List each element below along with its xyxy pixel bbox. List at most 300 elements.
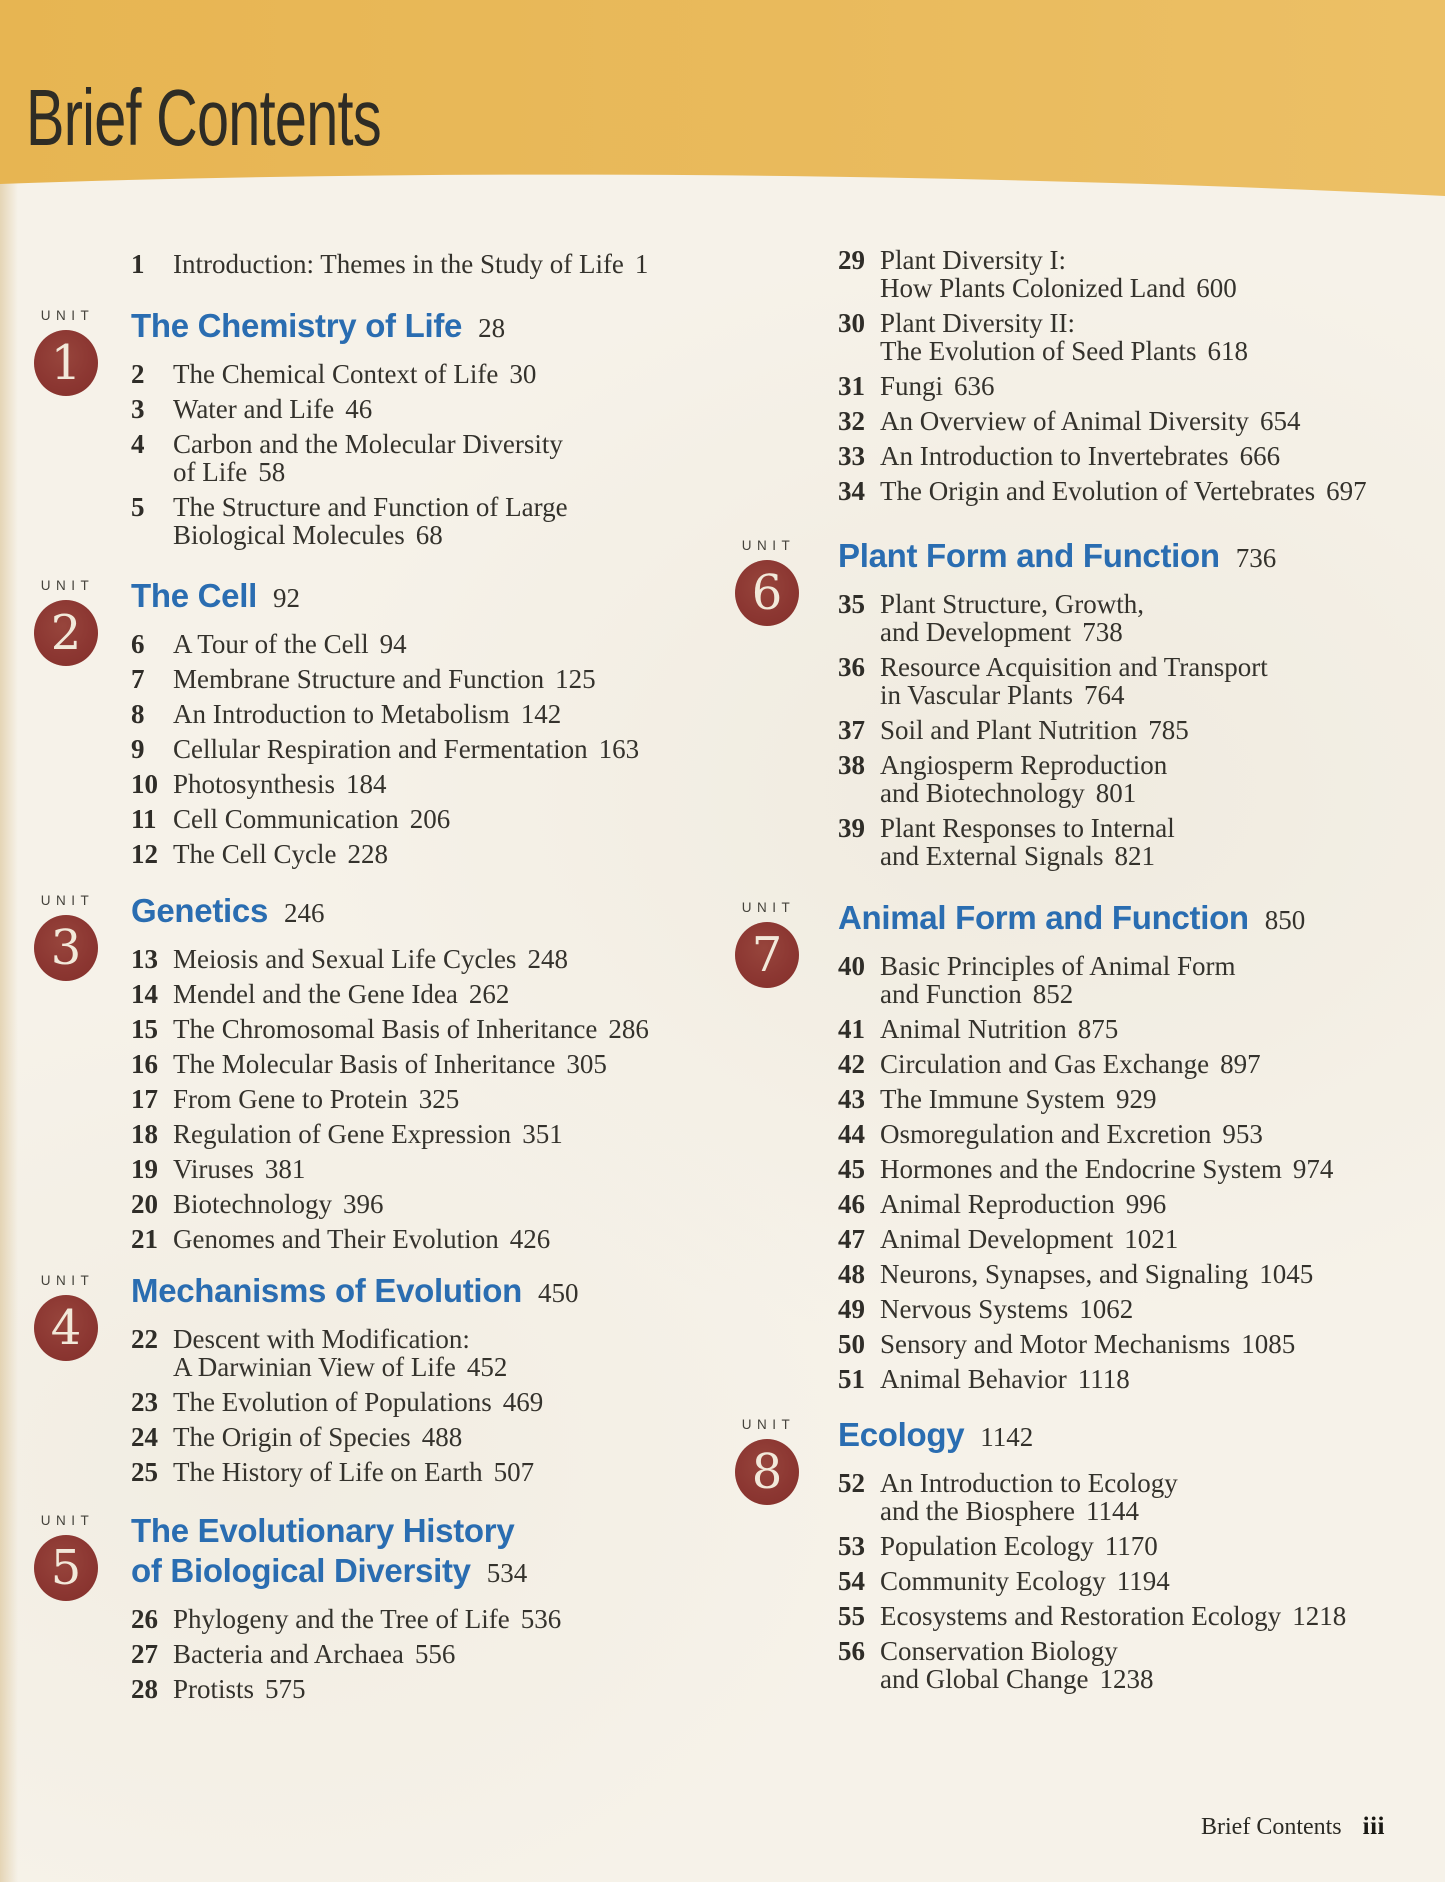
footer-label: Brief Contents — [1201, 1814, 1342, 1840]
chapter-number: 27 — [131, 1639, 158, 1669]
chapter-list — [129, 360, 769, 549]
chapter-title-line: Animal Reproduction 996 — [880, 1189, 1167, 1219]
chapter-entry — [131, 1120, 769, 1148]
chapter-page-number: 764 — [1083, 680, 1125, 710]
chapter-number: 45 — [838, 1154, 865, 1184]
chapter-title-line: Plant Diversity II: — [880, 308, 1075, 338]
chapter-title-line: and External Signals 821 — [880, 841, 1155, 871]
chapter-entry — [131, 840, 769, 868]
chapter-number: 32 — [838, 406, 865, 436]
unit-title — [131, 1271, 769, 1313]
chapter-title — [880, 309, 1248, 365]
chapter-page-number: 556 — [414, 1639, 456, 1669]
chapter-number: 37 — [838, 715, 865, 745]
unit-title-line: Plant Form and Function 736 — [838, 537, 1277, 574]
chapter-page-number: 654 — [1259, 406, 1301, 436]
chapter-page-number: 507 — [493, 1457, 535, 1487]
chapter-title — [173, 1423, 462, 1451]
unit-number: 6 — [751, 565, 783, 621]
chapter-entry — [131, 945, 769, 973]
chapter-number: 1 — [131, 249, 145, 279]
unit-title — [131, 891, 769, 933]
chapter-title — [880, 1532, 1158, 1560]
chapter-list — [836, 246, 1436, 505]
chapter-title — [880, 590, 1144, 646]
chapter-entry — [131, 1423, 769, 1451]
unit-page-number: 534 — [486, 1558, 528, 1588]
chapter-page-number: 125 — [555, 664, 596, 694]
chapter-number: 15 — [131, 1014, 158, 1044]
chapter-number: 51 — [838, 1364, 865, 1394]
chapter-number: 41 — [838, 1014, 865, 1044]
chapter-entry — [131, 360, 769, 388]
unit-1-section — [40, 306, 769, 556]
chapter-title-line: Phylogeny and the Tree of Life 536 — [173, 1604, 562, 1634]
chapter-title — [880, 653, 1268, 709]
chapter-title — [880, 1120, 1263, 1148]
chapter-number: 54 — [838, 1566, 865, 1596]
chapter-page-number: 94 — [379, 629, 407, 659]
unit-1-badge — [31, 308, 101, 396]
chapter-entry — [131, 770, 769, 798]
chapter-page-number: 248 — [527, 944, 568, 974]
chapter-page-number: 68 — [415, 520, 443, 550]
unit-label: UNIT — [741, 538, 796, 553]
chapter-title-line: Neurons, Synapses, and Signaling 1045 — [880, 1259, 1314, 1289]
chapter-title — [173, 493, 568, 549]
unit-7-circle-icon — [735, 922, 799, 988]
chapter-title — [880, 1260, 1313, 1288]
chapter-number: 17 — [131, 1084, 158, 1114]
chapter-number: 48 — [838, 1259, 865, 1289]
chapter-list — [129, 630, 769, 868]
chapter-title-line: Viruses 381 — [173, 1154, 306, 1184]
unit-title — [131, 1511, 769, 1593]
chapter-title-line: Meiosis and Sexual Life Cycles 248 — [173, 944, 568, 974]
unit-7-badge — [732, 900, 802, 988]
unit-title-line: The Chemistry of Life 28 — [131, 307, 506, 344]
chapter-list — [129, 945, 769, 1253]
unit-title — [838, 536, 1436, 578]
chapter-page-number: 469 — [502, 1387, 544, 1417]
chapter-number: 34 — [838, 476, 865, 506]
chapter-title — [880, 1365, 1130, 1393]
chapter-title-line: From Gene to Protein 325 — [173, 1084, 460, 1114]
chapter-title-line: Regulation of Gene Expression 351 — [173, 1119, 563, 1149]
chapter-page-number: 325 — [418, 1084, 460, 1114]
unit-label: UNIT — [40, 1513, 95, 1528]
chapter-title-line: Animal Development 1021 — [880, 1224, 1179, 1254]
chapter-title — [173, 735, 639, 763]
chapter-page-number: 1021 — [1124, 1224, 1179, 1254]
chapter-number: 6 — [131, 629, 145, 659]
chapter-title-line: Sensory and Motor Mechanisms 1085 — [880, 1329, 1296, 1359]
chapter-number: 24 — [131, 1422, 158, 1452]
chapter-title — [880, 1295, 1133, 1323]
chapter-number: 28 — [131, 1674, 158, 1704]
chapter-entry — [131, 630, 769, 658]
chapter-page-number: 184 — [346, 769, 387, 799]
unit-page-number: 850 — [1264, 905, 1306, 935]
chapter-title-line: and the Biosphere 1144 — [880, 1496, 1139, 1526]
chapter-entry — [131, 700, 769, 728]
chapter-entry — [131, 1050, 769, 1078]
chapter-title-line: Nervous Systems 1062 — [880, 1294, 1134, 1324]
chapter-title-line: Genomes and Their Evolution 426 — [173, 1224, 551, 1254]
chapter-title-line: Biological Molecules 68 — [173, 520, 443, 550]
chapter-number: 33 — [838, 441, 865, 471]
chapter-title-line: An Overview of Animal Diversity 654 — [880, 406, 1301, 436]
chapter-number: 21 — [131, 1224, 158, 1254]
chapter-title — [173, 250, 648, 278]
unit-number: 7 — [751, 927, 783, 983]
chapter-title-line: The Evolution of Seed Plants 618 — [880, 336, 1248, 366]
chapter-title — [880, 751, 1167, 807]
unit-label: UNIT — [741, 1417, 796, 1432]
chapter-title — [880, 372, 995, 400]
unit-title — [838, 1415, 1436, 1457]
chapter-title — [173, 1120, 563, 1148]
chapter-title-line: and Global Change 1238 — [880, 1664, 1154, 1694]
chapter-title-line: Water and Life 46 — [173, 394, 373, 424]
chapter-number: 8 — [131, 699, 145, 729]
chapter-title-line: Soil and Plant Nutrition 785 — [880, 715, 1189, 745]
chapter-entry — [838, 1050, 1436, 1078]
chapter-entry — [838, 1602, 1436, 1630]
chapter-page-number: 163 — [598, 734, 640, 764]
chapter-page-number: 1194 — [1116, 1566, 1170, 1596]
unit-page-number: 28 — [478, 313, 506, 343]
chapter-title-line: An Introduction to Invertebrates 666 — [880, 441, 1281, 471]
unit-5-section — [40, 1511, 769, 1710]
chapter-title-line: of Life 58 — [173, 457, 286, 487]
chapter-title — [173, 1675, 306, 1703]
chapter-entry — [838, 1155, 1436, 1183]
chapter-number: 12 — [131, 839, 158, 869]
chapter-number: 11 — [131, 804, 157, 834]
chapter-number: 4 — [131, 429, 145, 459]
unit-title-line: Ecology 1142 — [838, 1416, 1034, 1453]
chapter-number: 55 — [838, 1601, 865, 1631]
chapter-number: 40 — [838, 951, 865, 981]
chapter-page-number: 1170 — [1104, 1531, 1158, 1561]
chapter-page-number: 228 — [347, 839, 388, 869]
chapter-entry — [838, 1567, 1436, 1595]
chapter-entry — [838, 952, 1436, 1008]
chapter-page-number: 262 — [468, 979, 510, 1009]
chapter-number: 25 — [131, 1457, 158, 1487]
chapter-entry — [131, 1675, 769, 1703]
chapter-page-number: 666 — [1239, 441, 1281, 471]
chapter-entry — [838, 1085, 1436, 1113]
chapter-entry — [131, 430, 769, 486]
chapter-page-number: 1118 — [1077, 1364, 1130, 1394]
chapter-number: 35 — [838, 589, 865, 619]
unit-title-line: Animal Form and Function 850 — [838, 899, 1306, 936]
chapter-number: 46 — [838, 1189, 865, 1219]
unit-title-line: of Biological Diversity 534 — [131, 1552, 528, 1589]
chapter-page-number: 600 — [1196, 273, 1237, 303]
unit-number: 4 — [50, 1300, 82, 1356]
chapter-entry — [131, 805, 769, 833]
chapter-entry — [838, 1469, 1436, 1525]
unit-number: 8 — [751, 1444, 783, 1500]
chapter-entry — [131, 1640, 769, 1668]
chapter-title — [173, 1325, 507, 1381]
page-footer — [1201, 1814, 1385, 1840]
chapter-number: 52 — [838, 1468, 865, 1498]
chapter-title-line: The Structure and Function of Large — [173, 492, 568, 522]
page-title: Brief Contents — [26, 73, 381, 162]
chapter-entry — [131, 735, 769, 763]
chapter-title-line: The Immune System 929 — [880, 1084, 1157, 1114]
chapter-page-number: 1 — [634, 249, 649, 279]
chapter-title-line: Animal Behavior 1118 — [880, 1364, 1130, 1394]
chapter-page-number: 996 — [1125, 1189, 1167, 1219]
chapter-title-line: Plant Diversity I: — [880, 245, 1066, 275]
chapter-number: 29 — [838, 245, 865, 275]
chapter-list-section — [836, 246, 1436, 512]
chapter-title-line: An Introduction to Metabolism 142 — [173, 699, 562, 729]
chapter-entry — [131, 250, 769, 278]
chapter-entry — [838, 1120, 1436, 1148]
chapter-number: 22 — [131, 1324, 158, 1354]
unit-title — [131, 576, 769, 618]
chapter-number: 56 — [838, 1636, 865, 1666]
chapter-list — [836, 1469, 1436, 1693]
chapter-entry — [838, 751, 1436, 807]
chapter-title — [173, 1085, 459, 1113]
chapter-title-line: Osmoregulation and Excretion 953 — [880, 1119, 1263, 1149]
unit-2-circle-icon — [34, 600, 98, 666]
chapter-title-line: The Origin and Evolution of Vertebrates 697 — [880, 476, 1367, 506]
chapter-list — [836, 952, 1436, 1393]
chapter-page-number: 396 — [342, 1189, 384, 1219]
chapter-title — [173, 630, 407, 658]
unit-3-circle-icon — [34, 915, 98, 981]
unit-6-circle-icon — [735, 560, 799, 626]
chapter-number: 16 — [131, 1049, 158, 1079]
footer-page-number: iii — [1362, 1813, 1385, 1840]
chapter-entry — [838, 442, 1436, 470]
chapter-title — [173, 360, 536, 388]
chapter-title-line: The Molecular Basis of Inheritance 305 — [173, 1049, 607, 1079]
chapter-page-number: 801 — [1095, 778, 1137, 808]
chapter-number: 30 — [838, 308, 865, 338]
unit-5-badge — [31, 1513, 101, 1601]
unit-title-line: Genetics 246 — [131, 892, 325, 929]
chapter-number: 31 — [838, 371, 865, 401]
chapter-list — [129, 250, 769, 278]
chapter-number: 38 — [838, 750, 865, 780]
unit-4-section — [40, 1271, 769, 1493]
unit-4-badge — [31, 1273, 101, 1361]
chapter-number: 39 — [838, 813, 865, 843]
chapter-title-line: and Biotechnology 801 — [880, 778, 1137, 808]
chapter-page-number: 929 — [1115, 1084, 1157, 1114]
chapter-page-number: 142 — [520, 699, 562, 729]
unit-3-section — [40, 891, 769, 1260]
chapter-title-line: in Vascular Plants 764 — [880, 680, 1125, 710]
chapter-number: 9 — [131, 734, 145, 764]
chapter-number: 19 — [131, 1154, 158, 1184]
chapter-title — [880, 1085, 1156, 1113]
chapter-title-line: An Introduction to Ecology — [880, 1468, 1178, 1498]
chapter-number: 42 — [838, 1049, 865, 1079]
chapter-title-line: Resource Acquisition and Transport — [880, 652, 1268, 682]
chapter-page-number: 821 — [1114, 841, 1155, 871]
chapter-title — [173, 430, 563, 486]
chapter-list — [129, 1605, 769, 1703]
chapter-title-line: Basic Principles of Animal Form — [880, 951, 1236, 981]
chapter-title — [173, 945, 568, 973]
chapter-title-line: Circulation and Gas Exchange 897 — [880, 1049, 1261, 1079]
unit-number: 1 — [50, 335, 82, 391]
chapter-title-line: Population Ecology 1170 — [880, 1531, 1158, 1561]
chapter-entry — [838, 1295, 1436, 1323]
chapter-entry — [838, 1330, 1436, 1358]
chapter-title — [880, 1225, 1178, 1253]
chapter-title-line: Membrane Structure and Function 125 — [173, 664, 596, 694]
chapter-number: 36 — [838, 652, 865, 682]
chapter-page-number: 351 — [522, 1119, 563, 1149]
chapter-entry — [838, 1637, 1436, 1693]
unit-number: 3 — [50, 920, 82, 976]
chapter-number: 3 — [131, 394, 145, 424]
chapter-entry — [838, 407, 1436, 435]
chapter-number: 47 — [838, 1224, 865, 1254]
unit-label: UNIT — [741, 900, 796, 915]
chapter-page-number: 575 — [265, 1674, 306, 1704]
chapter-title — [880, 1330, 1295, 1358]
chapter-title — [880, 1050, 1261, 1078]
chapter-title — [173, 1015, 649, 1043]
chapter-title — [880, 952, 1235, 1008]
chapter-title-line: Ecosystems and Restoration Ecology 1218 — [880, 1601, 1347, 1631]
chapter-page-number: 46 — [345, 394, 373, 424]
chapter-title-line: Animal Nutrition 875 — [880, 1014, 1119, 1044]
unit-page-number: 736 — [1235, 543, 1277, 573]
chapter-title-line: Plant Responses to Internal — [880, 813, 1175, 843]
chapter-page-number: 30 — [509, 359, 537, 389]
chapter-entry — [131, 1190, 769, 1218]
unit-2-badge — [31, 578, 101, 666]
chapter-title — [173, 1050, 607, 1078]
chapter-entry — [838, 246, 1436, 302]
unit-8-circle-icon — [735, 1439, 799, 1505]
chapter-entry — [838, 1260, 1436, 1288]
chapter-title-line: The Chromosomal Basis of Inheritance 286 — [173, 1014, 649, 1044]
chapter-entry — [838, 814, 1436, 870]
chapter-number: 10 — [131, 769, 158, 799]
chapter-number: 5 — [131, 492, 145, 522]
chapter-entry — [131, 1085, 769, 1113]
toc-column-right — [741, 0, 1436, 1882]
chapter-entry — [131, 665, 769, 693]
chapter-number: 14 — [131, 979, 158, 1009]
chapter-entry — [131, 1388, 769, 1416]
unit-title — [838, 898, 1436, 940]
chapter-title — [173, 1225, 550, 1253]
chapter-page-number: 852 — [1032, 979, 1074, 1009]
chapter-title-line: Angiosperm Reproduction — [880, 750, 1168, 780]
chapter-title — [880, 716, 1189, 744]
chapter-entry — [131, 1325, 769, 1381]
chapter-title-line: Protists 575 — [173, 1674, 306, 1704]
chapter-title-line: The Origin of Species 488 — [173, 1422, 463, 1452]
unit-5-circle-icon — [34, 1535, 98, 1601]
chapter-title — [173, 770, 387, 798]
chapter-number: 44 — [838, 1119, 865, 1149]
chapter-list — [836, 590, 1436, 870]
chapter-title-line: Fungi 636 — [880, 371, 995, 401]
unit-4-circle-icon — [34, 1295, 98, 1361]
unit-title-line: The Evolutionary History — [131, 1512, 515, 1549]
chapter-title — [173, 1190, 383, 1218]
chapter-entry — [131, 1605, 769, 1633]
chapter-title-line: A Tour of the Cell 94 — [173, 629, 407, 659]
chapter-title-line: Bacteria and Archaea 556 — [173, 1639, 456, 1669]
chapter-number: 13 — [131, 944, 158, 974]
unit-2-section — [40, 576, 769, 875]
chapter-title — [173, 1155, 305, 1183]
chapter-title-line: The Evolution of Populations 469 — [173, 1387, 544, 1417]
chapter-entry — [838, 1015, 1436, 1043]
chapter-number: 26 — [131, 1604, 158, 1634]
chapter-title-line: Conservation Biology — [880, 1636, 1118, 1666]
chapter-number: 23 — [131, 1387, 158, 1417]
unit-page-number: 92 — [272, 583, 300, 613]
chapter-list-section — [129, 250, 769, 285]
chapter-title — [173, 1605, 561, 1633]
unit-page-number: 1142 — [980, 1422, 1034, 1452]
chapter-title — [880, 246, 1237, 302]
chapter-title — [880, 442, 1280, 470]
chapter-entry — [131, 1225, 769, 1253]
chapter-page-number: 875 — [1077, 1014, 1119, 1044]
chapter-title-line: Mendel and the Gene Idea 262 — [173, 979, 510, 1009]
chapter-title — [173, 805, 450, 833]
chapter-entry — [131, 395, 769, 423]
chapter-entry — [838, 1190, 1436, 1218]
chapter-title-line: Hormones and the Endocrine System 974 — [880, 1154, 1334, 1184]
chapter-title — [173, 980, 509, 1008]
chapter-page-number: 305 — [566, 1049, 607, 1079]
chapter-title-line: Descent with Modification: — [173, 1324, 470, 1354]
chapter-entry — [838, 716, 1436, 744]
chapter-entry — [131, 493, 769, 549]
unit-label: UNIT — [40, 308, 95, 323]
chapter-page-number: 636 — [954, 371, 995, 401]
chapter-title-line: Cell Communication 206 — [173, 804, 451, 834]
chapter-page-number: 536 — [520, 1604, 562, 1634]
chapter-title — [173, 1458, 534, 1486]
chapter-title-line: Carbon and the Molecular Diversity — [173, 429, 563, 459]
chapter-title — [173, 1640, 455, 1668]
chapter-entry — [838, 309, 1436, 365]
chapter-number: 49 — [838, 1294, 865, 1324]
chapter-title — [880, 1469, 1178, 1525]
chapter-title-line: Cellular Respiration and Fermentation 163 — [173, 734, 640, 764]
chapter-page-number: 452 — [466, 1352, 508, 1382]
chapter-page-number: 1045 — [1259, 1259, 1314, 1289]
chapter-page-number: 897 — [1220, 1049, 1261, 1079]
chapter-title-line: Community Ecology 1194 — [880, 1566, 1170, 1596]
chapter-title — [880, 477, 1367, 505]
chapter-title — [173, 665, 596, 693]
unit-title-line: The Cell 92 — [131, 577, 300, 614]
chapter-title — [880, 1637, 1153, 1693]
